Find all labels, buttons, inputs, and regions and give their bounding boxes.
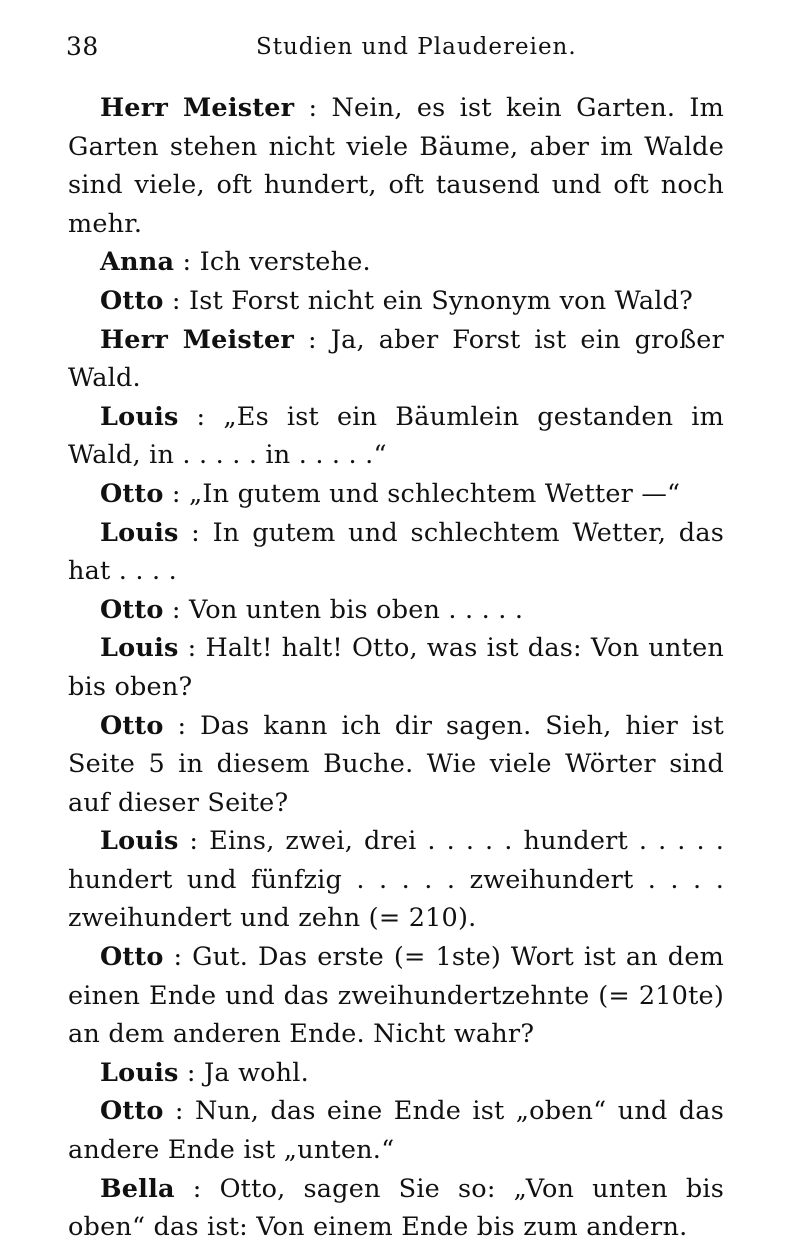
speech-text: Gut. Das erste (= 1ste) Wort ist an dem einen Ende und das zweihundertzehnte (= 210te) an dem anderen Ende. Nicht wahr?	[68, 942, 724, 1050]
speech-text: Ja, aber Forst ist ein großer Wald.	[68, 324, 724, 394]
dialogue-paragraph: Bella : Otto, sagen Sie so: „Von unten bis oben“ das ist: Von einem Ende bis zum andern.	[68, 1173, 724, 1243]
speaker-name: Otto	[100, 710, 164, 741]
speaker-name: Louis	[100, 1057, 179, 1088]
speaker-name: Otto	[100, 478, 164, 509]
speech-text: Ja wohl.	[203, 1057, 309, 1088]
dialogue-paragraph: Otto : Von unten bis oben . . . . .	[100, 594, 524, 625]
speaker-name: Otto	[100, 1096, 164, 1127]
speaker-name: Bella	[100, 1173, 175, 1204]
speaker-name: Anna	[100, 247, 175, 278]
dialogue-paragraph: Herr Meister : Nein, es ist kein Garten. Im Garten stehen nicht viele Bäume, aber im Walde sind viele, oft hundert, oft tausend und oft noch mehr.	[68, 93, 724, 239]
speaker-name: Louis	[100, 517, 179, 548]
dialogue-paragraph: Louis : Halt! halt! Otto, was ist das: Von unten bis oben?	[68, 633, 724, 702]
speaker-name: Otto	[100, 942, 164, 973]
speech-text: In gutem und schlechtem Wetter, das hat . . . .	[68, 517, 725, 587]
speech-text: „In gutem und schlechtem Wetter —“	[189, 478, 681, 509]
dialogue-paragraph: Otto : Nun, das eine Ende ist „oben“ und das andere Ende ist „unten.“	[68, 1096, 725, 1166]
page-number: 38	[66, 32, 99, 61]
speaker-name: Herr Meister	[100, 324, 295, 355]
speech-text: Das kann ich dir sagen. Sieh, hier ist Seite 5 in diesem Buche. Wie viele Wörter sind auf dieser Seite?	[68, 710, 724, 818]
dialogue-paragraph: Otto : Ist Forst nicht ein Synonym von Wald?	[100, 285, 694, 316]
dialogue-text	[68, 89, 724, 1247]
speaker-name: Louis	[100, 826, 179, 857]
speech-text: Halt! halt! Otto, was ist das: Von unten bis oben?	[68, 633, 724, 702]
running-head	[66, 30, 726, 66]
dialogue-paragraph: Otto : Gut. Das erste (= 1ste) Wort ist an dem einen Ende und das zweihundertzehnte (= 210te) an dem anderen Ende. Nicht wahr?	[68, 942, 724, 1050]
dialogue-paragraph: Louis : „Es ist ein Bäumlein gestanden im Wald, in . . . . . in . . . . .“	[68, 401, 725, 471]
speaker-name: Otto	[100, 285, 164, 316]
dialogue-paragraph: Louis : Eins, zwei, drei . . . . . hundert . . . . . hundert und fünfzig . . . . . zweihundert . . . . zweihundert und zehn (= 210).	[68, 826, 724, 934]
speech-text: Ist Forst nicht ein Synonym von Wald?	[189, 285, 694, 316]
speaker-name: Louis	[100, 633, 179, 664]
speech-text: Von unten bis oben . . . . .	[189, 594, 524, 625]
running-title: Studien und Plaudereien.	[256, 34, 577, 60]
speaker-name: Herr Meister	[100, 93, 295, 123]
speech-text: „Es ist ein Bäumlein gestanden im Wald, in . . . . . in . . . . .“	[68, 401, 725, 471]
speaker-name: Louis	[100, 401, 179, 432]
speech-text: Nun, das eine Ende ist „oben“ und das andere Ende ist „unten.“	[68, 1096, 725, 1166]
speech-text: Nein, es ist kein Garten. Im Garten stehen nicht viele Bäume, aber im Walde sind viele, oft hundert, oft tausend und oft noch mehr.	[68, 93, 724, 239]
dialogue-paragraph: Otto : „In gutem und schlechtem Wetter —“	[100, 478, 681, 509]
speech-text: Ich verstehe.	[199, 247, 371, 278]
dialogue-paragraph: Anna : Ich verstehe.	[100, 247, 371, 278]
dialogue-paragraph: Otto : Das kann ich dir sagen. Sieh, hier ist Seite 5 in diesem Buche. Wie viele Wörter sind auf dieser Seite?	[68, 710, 724, 818]
dialogue-paragraph: Herr Meister : Ja, aber Forst ist ein großer Wald.	[68, 324, 724, 394]
speaker-name: Otto	[100, 594, 164, 625]
speech-text: Otto, sagen Sie so: „Von unten bis oben“ das ist: Von einem Ende bis zum andern.	[68, 1173, 724, 1243]
dialogue-paragraph: Louis : Ja wohl.	[100, 1057, 309, 1088]
speech-text: Eins, zwei, drei . . . . . hundert . . . . . hundert und fünfzig . . . . . zweihundert . . . . zweihundert und zehn (= 210).	[68, 826, 724, 934]
dialogue-paragraph: Louis : In gutem und schlechtem Wetter, das hat . . . .	[68, 517, 725, 587]
